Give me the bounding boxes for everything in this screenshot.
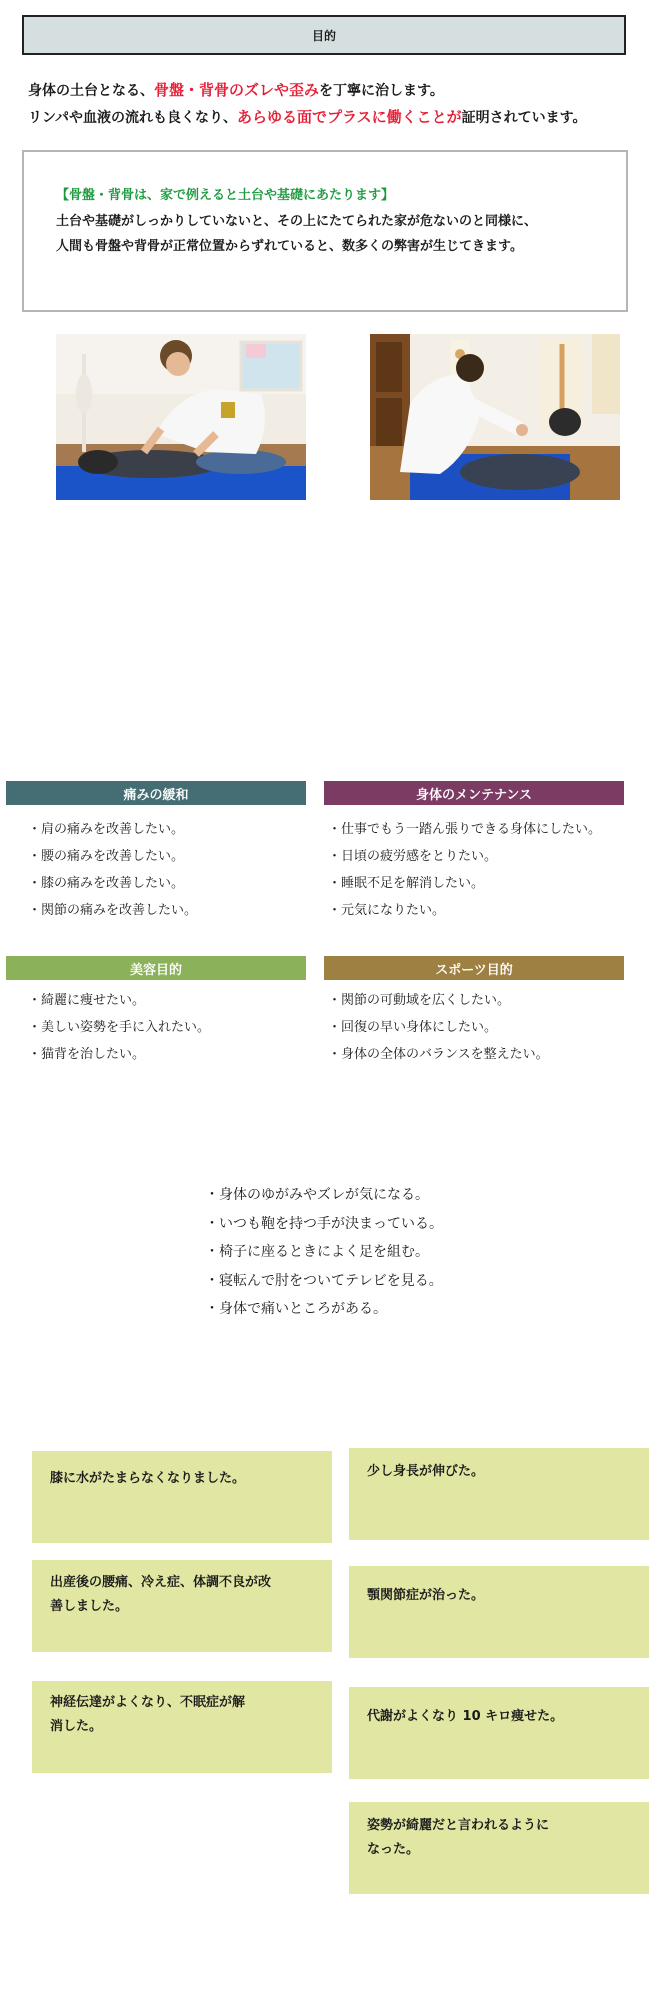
voice-text: 善しました。 <box>50 1599 129 1614</box>
category-header-beauty: 美容目的 <box>6 956 306 980</box>
list-item: ・関節の痛みを改善したい。 <box>28 903 198 918</box>
symptom-checklist <box>205 1181 443 1324</box>
list-item: ・猫背を治したい。 <box>28 1047 146 1062</box>
treatment-photo-1 <box>56 334 306 500</box>
voice-text: 少し身長が伸びた。 <box>367 1464 485 1479</box>
pain-list <box>28 816 197 924</box>
voice-text: なった。 <box>367 1842 420 1857</box>
voice-card <box>349 1687 649 1779</box>
analogy-box <box>22 150 628 312</box>
list-item: ・仕事でもう一踏ん張りできる身体にしたい。 <box>328 822 602 837</box>
voice-card <box>349 1566 649 1658</box>
voice-card <box>32 1451 332 1543</box>
treatment-photo-2 <box>370 334 620 500</box>
voice-text: 膝に水がたまらなくなりました。 <box>50 1471 246 1486</box>
list-item: ・綺麗に痩せたい。 <box>28 993 146 1008</box>
intro-highlight: 骨盤・背骨のズレや歪み <box>154 81 320 99</box>
category-header-maintenance: 身体のメンテナンス <box>324 781 624 805</box>
voice-card <box>32 1560 332 1652</box>
voice-text: 神経伝達がよくなり、不眠症が解 <box>50 1695 246 1710</box>
list-item: ・身体で痛いところがある。 <box>205 1301 387 1317</box>
list-item: ・腰の痛みを改善したい。 <box>28 849 185 864</box>
intro-text: を丁寧に治します。 <box>319 83 444 99</box>
voice-card <box>349 1802 649 1894</box>
list-item: ・身体の全体のバランスを整えたい。 <box>328 1047 549 1062</box>
voice-text: 代謝がよくなり 10 キロ痩せた。 <box>367 1709 564 1724</box>
voice-text: 姿勢が綺麗だと言われるように <box>367 1818 550 1833</box>
intro-line-2 <box>28 107 586 128</box>
list-item: ・日頃の疲労感をとりたい。 <box>328 849 498 864</box>
voice-card <box>32 1681 332 1773</box>
intro-text: 証明されています。 <box>461 110 587 126</box>
list-item: ・睡眠不足を解消したい。 <box>328 876 485 891</box>
purpose-title <box>22 15 626 55</box>
voice-text: 消した。 <box>50 1719 103 1734</box>
list-item: ・関節の可動域を広くしたい。 <box>328 993 511 1008</box>
analogy-text-2: 人間も骨盤や背骨が正常位置からずれていると、数多くの弊害が生じてきます。 <box>56 239 523 254</box>
treatment-photo-1-image <box>56 334 306 500</box>
category-header-pain: 痛みの緩和 <box>6 781 306 805</box>
voice-text: 出産後の腰痛、冷え症、体調不良が改 <box>50 1575 272 1590</box>
list-item: ・回復の早い身体にしたい。 <box>328 1020 498 1035</box>
sports-list <box>328 987 549 1068</box>
analogy-text-1: 土台や基礎がしっかりしていないと、その上にたてられた家が危ないのと同様に、 <box>56 214 538 229</box>
intro-text: 身体の土台となる、 <box>28 83 154 99</box>
voice-card <box>349 1448 649 1540</box>
intro-text: リンパや血液の流れも良くなり、 <box>28 110 238 126</box>
maintenance-list <box>328 816 601 924</box>
treatment-photo-2-image <box>370 334 620 500</box>
list-item: ・いつも鞄を持つ手が決まっている。 <box>205 1215 443 1232</box>
intro-highlight: あらゆる面でプラスに働くことが <box>237 108 462 126</box>
list-item: ・肩の痛みを改善したい。 <box>28 822 185 837</box>
voice-text: 顎関節症が治った。 <box>367 1588 485 1603</box>
list-item: ・椅子に座るときによく足を組む。 <box>205 1244 429 1260</box>
beauty-list <box>28 987 210 1068</box>
list-item: ・身体のゆがみやズレが気になる。 <box>205 1187 429 1203</box>
list-item: ・膝の痛みを改善したい。 <box>28 876 185 891</box>
analogy-heading: 【骨盤・背骨は、家で例えると土台や基礎にあたります】 <box>56 188 395 203</box>
purpose-title-text: 目的 <box>311 28 336 43</box>
list-item: ・寝転んで肘をついてテレビを見る。 <box>205 1272 443 1289</box>
list-item: ・美しい姿勢を手に入れたい。 <box>28 1020 211 1035</box>
intro-line-1 <box>28 80 444 101</box>
category-header-sports: スポーツ目的 <box>324 956 624 980</box>
list-item: ・元気になりたい。 <box>328 903 446 918</box>
